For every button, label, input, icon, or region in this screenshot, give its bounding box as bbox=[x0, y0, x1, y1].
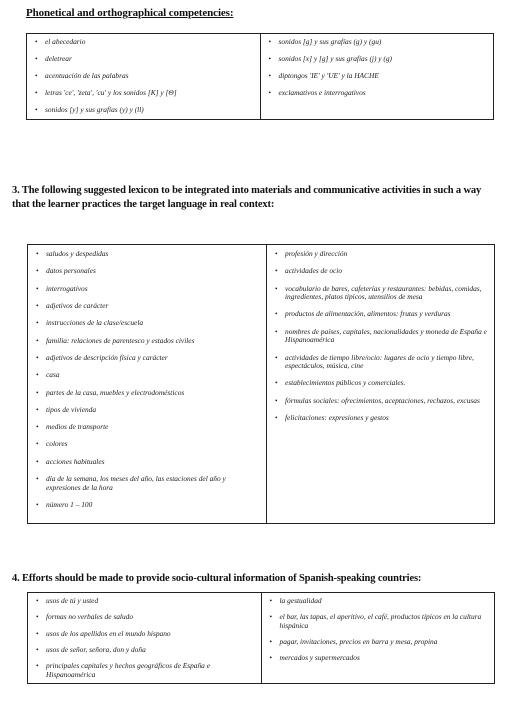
list-item: • colores bbox=[34, 440, 262, 449]
section1-heading: Phonetical and orthographical competencies: bbox=[26, 7, 234, 19]
list-item: • usos de señor, señora, don y doña bbox=[34, 646, 257, 655]
sociocultural-left-column bbox=[28, 593, 262, 684]
list-item: • instrucciones de la clase/escuela bbox=[34, 319, 262, 328]
list-item: • formas no verbales de saludo bbox=[34, 613, 257, 622]
list-item: • el abecedario bbox=[33, 38, 256, 47]
list-item: • casa bbox=[34, 371, 262, 380]
list-item: • datos personales bbox=[34, 267, 262, 276]
list-item: • número 1 – 100 bbox=[34, 501, 262, 510]
list-item: • adjetivos de carácter bbox=[34, 302, 262, 311]
lexicon-left-list bbox=[34, 250, 262, 509]
list-item: • usos de tú y usted bbox=[34, 597, 257, 606]
phonetics-table bbox=[26, 33, 494, 120]
list-item: • fórmulas sociales: ofrecimientos, aceptaciones, rechazos, excusas bbox=[273, 397, 490, 406]
list-item: • usos de los apellidos en el mundo hispano bbox=[34, 630, 257, 639]
list-item: • actividades de ocio bbox=[273, 267, 490, 276]
list-item: • interrogativos bbox=[34, 285, 262, 294]
list-item: • profesión y dirección bbox=[273, 250, 490, 259]
list-item: • acciones habituales bbox=[34, 458, 262, 467]
list-item: • día de la semana, los meses del año, las estaciones del año y expresiones de la hora bbox=[34, 475, 262, 492]
list-item: • principales capitales y hechos geográficos de España e Hispanoamérica bbox=[34, 662, 257, 679]
lexicon-left-column bbox=[28, 245, 267, 524]
phonetics-right-column bbox=[260, 34, 494, 120]
phonetics-right-list bbox=[267, 38, 490, 98]
list-item: • la gestualidad bbox=[268, 597, 491, 606]
list-item: • deletrear bbox=[33, 55, 256, 64]
section3-title-end: to be integrated into materials and communicative activities in such a way that the learner practices the target language in real context: bbox=[12, 185, 482, 210]
sociocultural-right-list bbox=[268, 597, 491, 663]
lexicon-right-list bbox=[273, 250, 490, 423]
list-item: • partes de la casa, muebles y electrodomésticos bbox=[34, 389, 262, 398]
phonetics-left-column bbox=[27, 34, 261, 120]
section3-title-start: 3. The following suggested bbox=[12, 185, 129, 196]
list-item: • sonidos [x] y [g] y sus grafías (j) y (g) bbox=[267, 55, 490, 64]
list-item: • adjetivos de descripción física y carácter bbox=[34, 354, 262, 363]
section3-title-bold: lexicon bbox=[128, 185, 159, 196]
sociocultural-right-column bbox=[261, 593, 495, 684]
list-item: • tipos de vivienda bbox=[34, 406, 262, 415]
sociocultural-table bbox=[27, 592, 495, 684]
lexicon-right-column bbox=[267, 245, 495, 524]
list-item: • exclamativos e interrogativos bbox=[267, 89, 490, 98]
list-item: • letras 'ce', 'zeta', 'cu' y los sonidos [K] y [Θ] bbox=[33, 89, 256, 98]
list-item: • felicitaciones: expresiones y gestos bbox=[273, 414, 490, 423]
list-item: • familia: relaciones de parentesco y estados civiles bbox=[34, 337, 262, 346]
list-item: • mercados y supermercados bbox=[268, 654, 491, 663]
list-item: • el bar, las tapas, el aperitivo, el café, productos típicos en la cultura hispánica bbox=[268, 613, 491, 630]
list-item: • vocabulario de bares, cafeterías y restaurantes: bebidas, comidas, ingredientes, platos típicos, utensilios de mesa bbox=[273, 285, 490, 302]
section4-title: 4. Efforts should be made to provide socio-cultural information of Spanish-speaking countries: bbox=[12, 573, 422, 584]
list-item: • saludos y despedidas bbox=[34, 250, 262, 259]
list-item: • pagar, invitaciones, precios en barra y mesa, propina bbox=[268, 638, 491, 647]
list-item: • sonidos [y] y sus grafías (y) y (ll) bbox=[33, 106, 256, 115]
list-item: • acentuación de las palabras bbox=[33, 72, 256, 81]
section3-title bbox=[12, 184, 498, 212]
list-item: • nombres de países, capitales, nacionalidades y moneda de España e Hispanoamérica bbox=[273, 328, 490, 345]
list-item: • productos de alimentación, alimentos: frutas y verduras bbox=[273, 310, 490, 319]
sociocultural-left-list bbox=[34, 597, 257, 679]
list-item: • establecimientos públicos y comerciales. bbox=[273, 379, 490, 388]
list-item: • actividades de tiempo libre/ocio: lugares de ocio y tiempo libre, espectáculos, música, cine bbox=[273, 354, 490, 371]
phonetics-left-list bbox=[33, 38, 256, 115]
list-item: • diptongos 'IE' y 'UE' y la HACHE bbox=[267, 72, 490, 81]
list-item: • medios de transporte bbox=[34, 423, 262, 432]
lexicon-table bbox=[27, 244, 495, 524]
list-item: • sonidos [g] y sus grafías (g) y (gu) bbox=[267, 38, 490, 47]
